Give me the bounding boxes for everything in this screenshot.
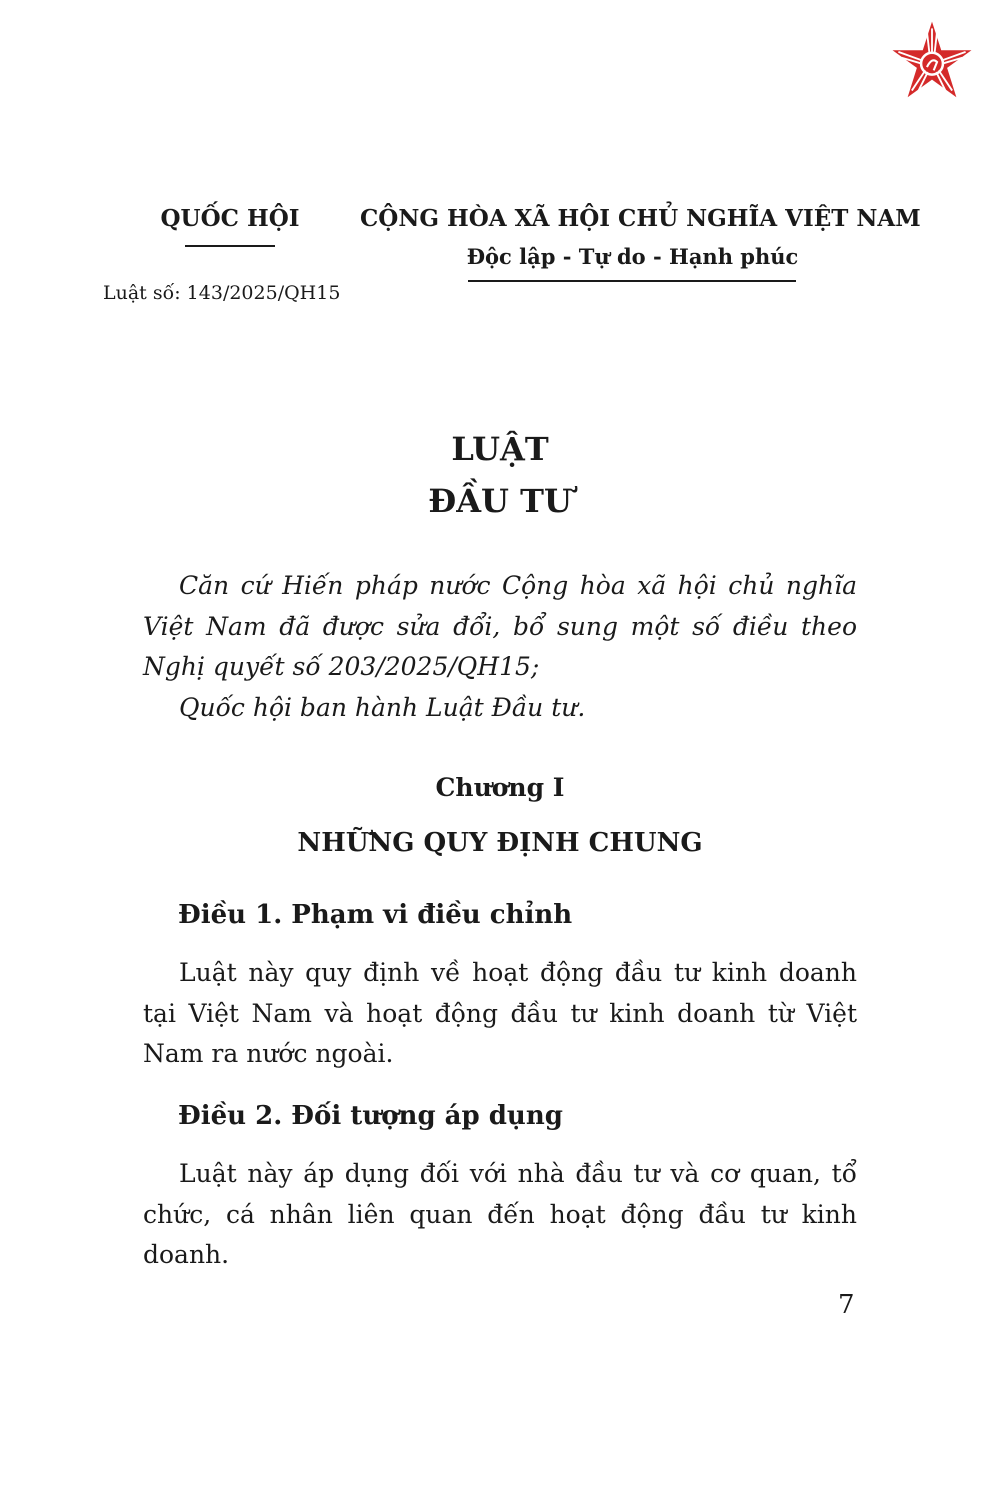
preamble-enactment: Quốc hội ban hành Luật Đầu tư. bbox=[179, 692, 586, 722]
chapter-title: NHỮNG QUY ĐỊNH CHUNG bbox=[297, 828, 703, 858]
law-number: Luật số: 143/2025/QH15 bbox=[103, 282, 341, 304]
motto-divider bbox=[468, 280, 796, 282]
document-title: ĐẦU TƯ bbox=[428, 482, 572, 520]
article-1-paragraph: Luật này quy định về hoạt động đầu tư kinh doanh tại Việt Nam và hoạt động đầu tư kinh doanh từ Việt Nam ra nước ngoài. bbox=[143, 958, 857, 1068]
page-number: 7 bbox=[838, 1290, 855, 1320]
article-2-text bbox=[143, 1154, 857, 1276]
issuer-divider bbox=[185, 245, 275, 247]
article-1-heading: Điều 1. Phạm vi điều chỉnh bbox=[178, 900, 573, 930]
star-emblem-icon bbox=[890, 20, 974, 104]
article-2-paragraph: Luật này áp dụng đối với nhà đầu tư và cơ quan, tổ chức, cá nhân liên quan đến hoạt động đầu tư kinh doanh. bbox=[143, 1159, 857, 1269]
issuer-name: QUỐC HỘI bbox=[160, 205, 300, 232]
article-1-text bbox=[143, 953, 857, 1075]
document-type: LUẬT bbox=[451, 430, 549, 468]
preamble bbox=[143, 566, 857, 728]
article-2-heading: Điều 2. Đối tượng áp dụng bbox=[178, 1101, 563, 1131]
national-motto: Độc lập - Tự do - Hạnh phúc bbox=[466, 244, 799, 269]
nation-name: CỘNG HÒA XÃ HỘI CHỦ NGHĨA VIỆT NAM bbox=[360, 205, 921, 232]
preamble-basis: Căn cứ Hiến pháp nước Cộng hòa xã hội chủ nghĩa Việt Nam đã được sửa đổi, bổ sung một số điều theo Nghị quyết số 203/2025/QH15; bbox=[143, 571, 857, 681]
chapter-number: Chương I bbox=[435, 773, 565, 802]
